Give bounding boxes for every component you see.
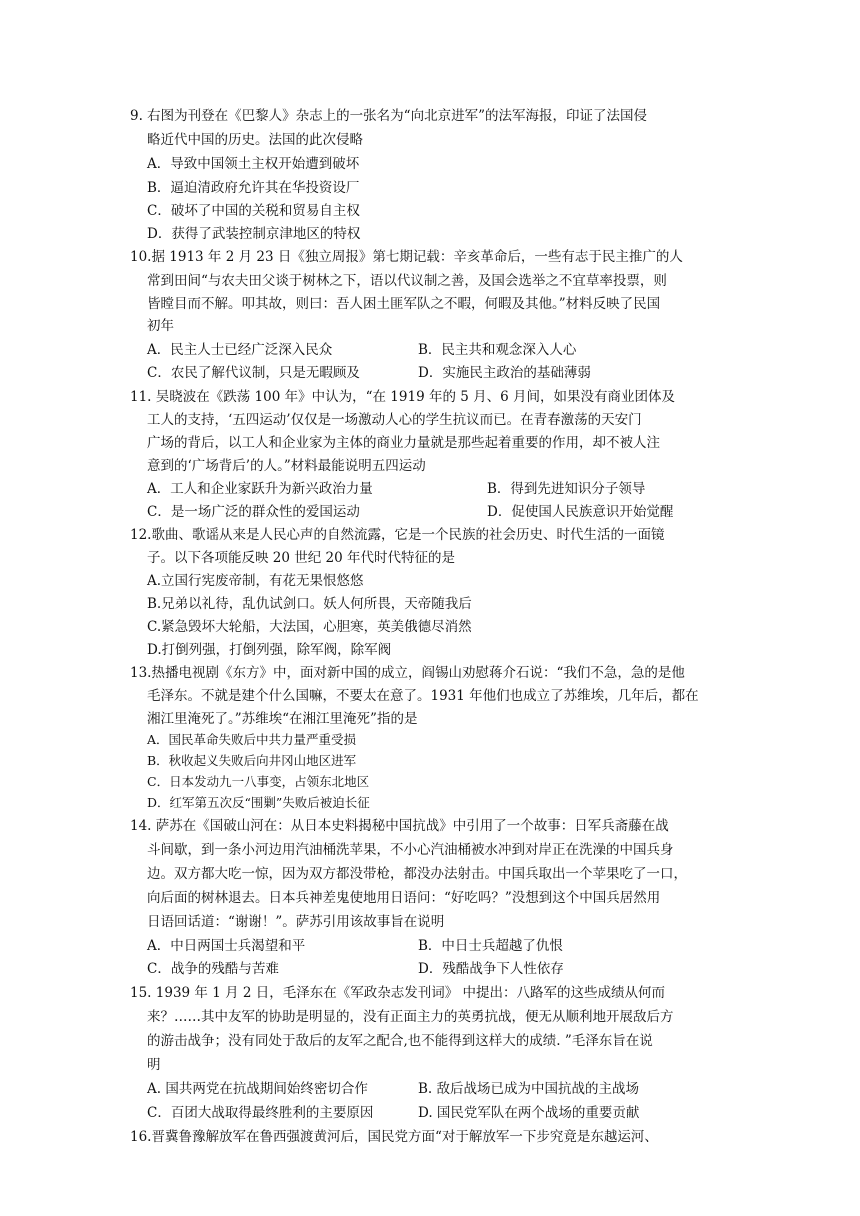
q11-option-a: A．工人和企业家跃升为新兴政治力量	[147, 481, 373, 497]
q14-stem-line-1: 14. 萨苏在《国破山河在：从日本史料揭秘中国抗战》中引用了一个故事：日军兵斋藤在战	[130, 818, 669, 834]
q12-option-d: D.打倒列强，打倒列强，除军阀，除军阀	[147, 642, 392, 658]
q9-option-d: D．获得了武装控制京津地区的特权	[147, 226, 361, 242]
q11-option-c: C．是一场广泛的群众性的爱国运动	[147, 504, 360, 520]
q9-stem-line-2: 略近代中国的历史。法国的此次侵略	[147, 132, 363, 148]
q14-stem-line-4: 向后面的树林退去。日本兵神差鬼使地用日语问：“好吃吗？”没想到这个中国兵居然用	[147, 890, 661, 906]
q10-option-c: C．农民了解代议制，只是无暇顾及	[147, 365, 360, 381]
q11-option-b: B．得到先进知识分子领导	[487, 481, 646, 497]
q13-option-a: A．国民革命失败后中共力量严重受损	[147, 732, 357, 747]
q14-option-a: A．中日两国士兵渴望和平	[147, 938, 306, 954]
q15-option-a: A. 国共两党在抗战期间始终密切合作	[147, 1081, 368, 1097]
q12-option-b: B.兄弟以礼待，乱仇试剑口。妖人何所畏，天帝随我后	[147, 596, 472, 612]
q12-stem-line-1: 12.歌曲、歌谣从来是人民心声的自然流露，它是一个民族的社会历史、时代生活的一面镜	[130, 527, 665, 543]
q13-stem-line-1: 13.热播电视剧《东方》中，面对新中国的成立，阎锡山劝慰蒋介石说：“我们不急，急的是他	[130, 665, 685, 681]
q14-stem-line-2: 斗间歇，到一条小河边用汽油桶洗苹果，不小心汽油桶被水冲到对岸正在洗澡的中国兵身	[147, 842, 674, 858]
q13-stem-line-2: 毛泽东。不就是建个什么国嘛，不要太在意了。1931 年他们也成立了苏维埃，几年后，都在	[147, 688, 699, 704]
q12-option-a: A.立国行宪废帝制，有花无果恨悠悠	[147, 573, 364, 589]
q10-stem-line-1: 10.据 1913 年 2 月 23 日《独立周报》第七期记载：辛亥革命后，一些有志于民主推广的人	[130, 249, 683, 265]
q16-stem-line-1: 16.晋冀鲁豫解放军在鲁西强渡黄河后，国民党方面“对于解放军一下步究竟是东越运河、	[130, 1129, 658, 1145]
q15-stem-line-1: 15. 1939 年 1 月 2 日，毛泽东在《军政杂志发刊词》 中提出：八路军的这些成绩从何而	[130, 985, 666, 1001]
q9-stem-line-1: 9. 右图为刊登在《巴黎人》杂志上的一张名为“向北京进军”的法军海报，印证了法国侵	[130, 108, 647, 124]
q15-stem-line-2: 来？……其中友军的协助是明显的，没有正面主力的英勇抗战，便无从顺利地开展敌后方	[147, 1009, 674, 1025]
q10-stem-line-2: 常到田间“与农夫田父谈于树林之下，语以代议制之善，及国会选举之不宜草率投票，则	[147, 273, 667, 289]
q15-stem-line-4: 明	[147, 1057, 161, 1073]
q10-option-b: B．民主共和观念深入人心	[418, 342, 577, 358]
q13-option-c: C．日本发动九一八事变，占领东北地区	[147, 774, 370, 789]
q15-option-c: C．百团大战取得最终胜利的主要原因	[147, 1105, 374, 1121]
q9-option-a: A．导致中国领土主权开始遭到破坏	[147, 156, 360, 172]
q14-option-d: D．残酷战争下人性依存	[418, 961, 564, 977]
q14-stem-line-3: 边。双方都大吃一惊，因为双方都没带枪，都没办法射击。中国兵取出一个苹果吃了一口，	[147, 866, 687, 882]
q10-stem-line-4: 初年	[147, 318, 174, 334]
q13-option-d: D．红军第五次反“围剿”失败后被迫长征	[147, 795, 370, 810]
q10-option-d: D．实施民主政治的基础薄弱	[418, 365, 591, 381]
q10-option-a: A．民主人士已经广泛深入民众	[147, 342, 333, 358]
q14-stem-line-5: 日语回话道：“谢谢！”。萨苏引用该故事旨在说明	[147, 914, 445, 930]
q11-stem-line-4: 意到的‘广场背后’的人。”材料最能说明五四运动	[147, 458, 426, 474]
q15-stem-line-3: 的游击战争；没有同处于敌后的友军之配合,也不能得到这样大的成绩. ”毛泽东旨在说	[147, 1033, 653, 1049]
q14-option-c: C．战争的残酷与苦难	[147, 961, 279, 977]
q11-stem-line-3: 广场的背后，以工人和企业家为主体的商业力量就是那些起着重要的作用，却不被人注	[147, 435, 660, 451]
q11-stem-line-2: 工人的支持，‘五四运动’仅仅是一场激动人心的学生抗议而已。在青春激荡的天安门	[147, 412, 642, 428]
q14-option-b: B．中日士兵超越了仇恨	[418, 938, 563, 954]
q12-stem-line-2: 子。以下各项能反映 20 世纪 20 年代时代特征的是	[147, 550, 456, 566]
q9-option-b: B．逼迫清政府允许其在华投资设厂	[147, 180, 360, 196]
q11-option-d: D．促使国人民族意识开始觉醒	[487, 504, 674, 520]
q13-stem-line-3: 湘江里淹死了。”苏维埃“在湘江里淹死”指的是	[147, 711, 418, 727]
q15-option-d: D. 国民党军队在两个战场的重要贡献	[418, 1105, 640, 1121]
q12-option-c: C.紧急毁坏大轮船，大法国，心胆寒，英美俄德尽消然	[147, 619, 472, 635]
q10-stem-line-3: 皆瞠目而不解。叩其故，则曰：吾人困土匪军队之不暇，何暇及其他。”材料反映了民国	[147, 296, 661, 312]
q9-option-c: C．破坏了中国的关税和贸易自主权	[147, 203, 360, 219]
q13-option-b: B．秋收起义失败后向井冈山地区进军	[147, 753, 357, 768]
q11-stem-line-1: 11. 吴晓波在《跌荡 100 年》中认为，“在 1919 年的 5 月、6 月间，如果没有商业团体及	[130, 389, 676, 405]
q15-option-b: B. 敌后战场已成为中国抗战的主战场	[418, 1081, 640, 1097]
